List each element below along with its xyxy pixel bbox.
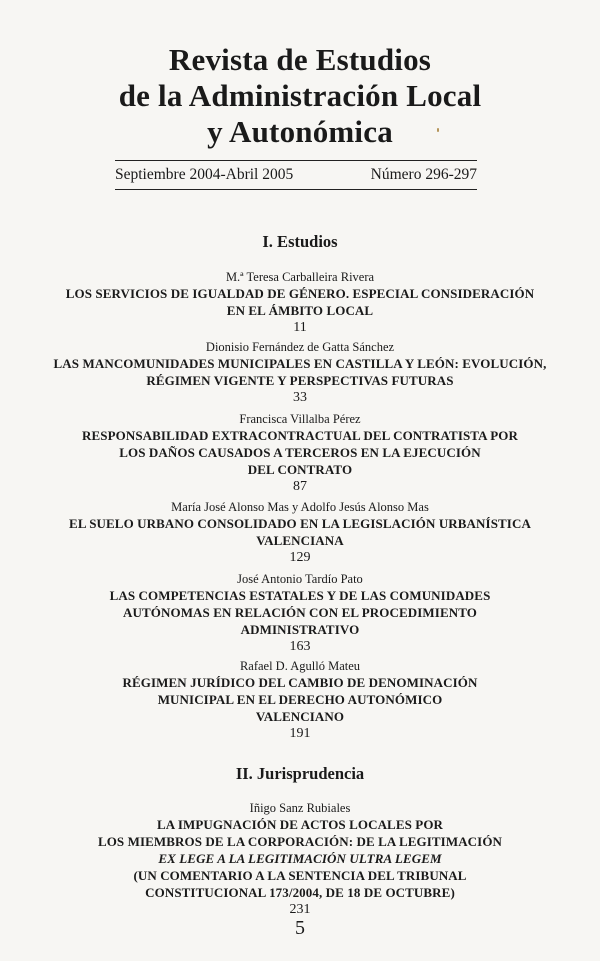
entry-page: 11 <box>293 320 307 335</box>
toc-entry <box>0 270 600 336</box>
entry-title-line: CONSTITUCIONAL 173/2004, DE 18 DE OCTUBRE) <box>145 885 455 900</box>
entry-title-line: AUTÓNOMAS EN RELACIÓN CON EL PROCEDIMIENTO <box>123 605 477 620</box>
section-heading: II. Jurisprudencia <box>235 764 365 783</box>
entry-title-line: ADMINISTRATIVO <box>240 622 360 637</box>
entry-title-line: LA IMPUGNACIÓN DE ACTOS LOCALES POR <box>156 817 444 832</box>
entry-title-line: RÉGIMEN VIGENTE Y PERSPECTIVAS FUTURAS <box>146 373 454 388</box>
entry-page: 163 <box>289 639 311 654</box>
entry-page: 231 <box>289 902 311 917</box>
entry-author: José Antonio Tardío Pato <box>237 572 363 586</box>
print-speck <box>437 128 439 132</box>
entry-page: 191 <box>289 726 311 741</box>
entry-page: 87 <box>293 479 307 494</box>
entry-title-line: VALENCIANA <box>256 533 344 548</box>
entry-title-line: RÉGIMEN JURÍDICO DEL CAMBIO DE DENOMINACIÓN <box>122 675 478 690</box>
journal-title <box>0 42 600 150</box>
issue-period: Septiembre 2004-Abril 2005 <box>115 166 294 183</box>
entry-title-line: EL SUELO URBANO CONSOLIDADO EN LA LEGISLACIÓN URBANÍSTICA <box>69 516 531 531</box>
entry-title-line: EX LEGE A LA LEGITIMACIÓN ULTRA LEGEM <box>158 851 442 866</box>
journal-title-line: Revista de Estudios <box>168 42 432 77</box>
entry-title-line: DEL CONTRATO <box>247 462 353 477</box>
issue-header <box>115 160 477 190</box>
entry-title-line: LOS SERVICIOS DE IGUALDAD DE GÉNERO. ESPECIAL CONSIDERACIÓN <box>65 286 535 301</box>
toc-entry <box>0 500 600 566</box>
entry-title-line: LOS MIEMBROS DE LA CORPORACIÓN: DE LA LEGITIMACIÓN <box>97 834 503 849</box>
page-number: 5 <box>295 917 305 939</box>
entry-title-line: LOS DAÑOS CAUSADOS A TERCEROS EN LA EJECUCIÓN <box>119 445 481 460</box>
toc-entry <box>0 659 600 742</box>
entry-author: Rafael D. Agulló Mateu <box>239 659 361 673</box>
toc-entry <box>0 572 600 655</box>
toc-entry <box>0 340 600 406</box>
entry-author: Iñigo Sanz Rubiales <box>249 801 351 815</box>
entry-title-line: LAS MANCOMUNIDADES MUNICIPALES EN CASTILLA Y LEÓN: EVOLUCIÓN, <box>53 356 547 371</box>
entry-title-line: RESPONSABILIDAD EXTRACONTRACTUAL DEL CONTRATISTA POR <box>82 428 518 443</box>
journal-title-line: de la Administración Local <box>118 78 482 113</box>
entry-page: 33 <box>293 390 307 405</box>
entry-title-line: LAS COMPETENCIAS ESTATALES Y DE LAS COMUNIDADES <box>109 588 491 603</box>
issue-number: Número 296-297 <box>370 166 477 183</box>
entry-title-line: VALENCIANO <box>255 709 345 724</box>
entry-page: 129 <box>289 550 311 565</box>
entry-title-line: EN EL ÁMBITO LOCAL <box>226 303 374 318</box>
entry-author: M.ª Teresa Carballeira Rivera <box>225 270 375 284</box>
entry-author: María José Alonso Mas y Adolfo Jesús Alonso Mas <box>171 500 429 514</box>
toc-entry <box>0 412 600 495</box>
entry-author: Dionisio Fernández de Gatta Sánchez <box>205 340 395 354</box>
entry-author: Francisca Villalba Pérez <box>239 412 361 426</box>
entry-title-line: (UN COMENTARIO A LA SENTENCIA DEL TRIBUNAL <box>133 868 467 883</box>
journal-title-line: y Autonómica <box>207 114 393 149</box>
section-heading: I. Estudios <box>262 232 338 251</box>
toc-entry <box>0 801 600 918</box>
entry-title-line: MUNICIPAL EN EL DERECHO AUTONÓMICO <box>157 692 443 707</box>
